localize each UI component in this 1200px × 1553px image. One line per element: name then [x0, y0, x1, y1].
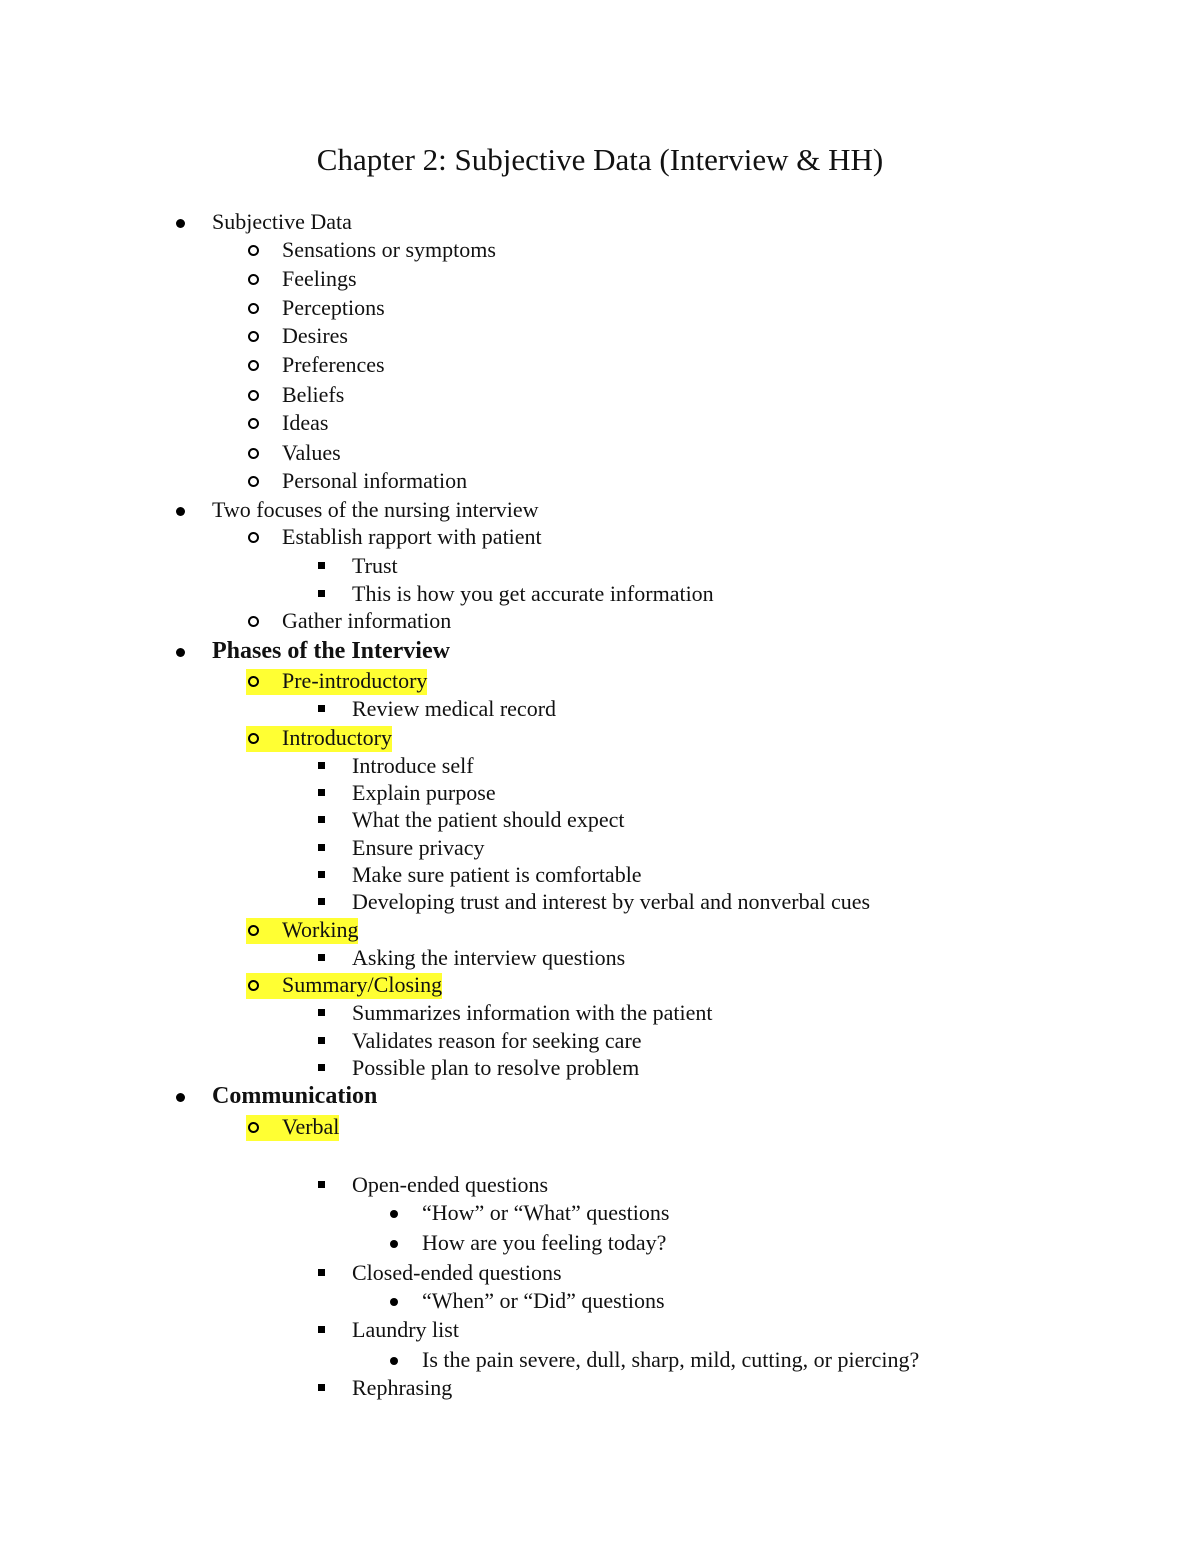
outline-item-text: Summarizes information with the patient	[352, 1000, 713, 1025]
outline-item-text: Possible plan to resolve problem	[352, 1055, 640, 1080]
outline-item-level-2	[282, 468, 467, 494]
outline-item-level-2	[282, 524, 542, 550]
outline-item-level-4	[422, 1347, 919, 1373]
bullet-icon	[248, 360, 259, 371]
bullet-icon	[248, 390, 259, 401]
outline-item-text: Asking the interview questions	[352, 945, 626, 970]
outline-item-text: Preferences	[282, 352, 385, 377]
outline-item-level-2	[282, 972, 442, 998]
outline-item-text: Rephrasing	[352, 1375, 453, 1400]
outline-item-text: Values	[282, 440, 341, 465]
outline-item-level-3	[352, 581, 714, 607]
bullet-icon	[318, 1037, 325, 1044]
bullet-icon	[318, 1384, 325, 1391]
outline-item-text: Beliefs	[282, 382, 345, 407]
bullet-icon	[390, 1210, 398, 1218]
outline-item-level-3	[352, 1317, 459, 1343]
outline-item-text: “When” or “Did” questions	[422, 1288, 665, 1313]
document-title: Chapter 2: Subjective Data (Interview & HH)	[316, 142, 884, 177]
outline-item-level-4	[422, 1288, 665, 1314]
outline-item-level-3	[352, 807, 624, 833]
outline-item-level-3	[352, 835, 485, 861]
outline-item-text: Is the pain severe, dull, sharp, mild, cutting, or piercing?	[422, 1347, 920, 1372]
outline-item-level-3	[352, 780, 496, 806]
bullet-icon	[176, 507, 185, 516]
outline-item-level-3	[352, 945, 625, 971]
outline-item-level-3	[352, 753, 474, 779]
outline-item-text: Make sure patient is comfortable	[352, 862, 642, 887]
outline-item-text: Working	[282, 917, 359, 942]
outline-item-text: Ensure privacy	[352, 835, 485, 860]
outline-item-level-2	[282, 608, 451, 634]
outline-item-text: Subjective Data	[212, 209, 352, 234]
bullet-icon	[318, 1181, 325, 1188]
bullet-icon	[176, 219, 185, 228]
outline-item-level-1	[212, 1083, 377, 1109]
outline-item-text: Desires	[282, 323, 348, 348]
outline-item-level-3	[352, 862, 642, 888]
outline-item-level-4	[422, 1200, 669, 1226]
bullet-icon	[318, 871, 325, 878]
outline-item-text: Personal information	[282, 468, 468, 493]
bullet-icon	[318, 954, 325, 961]
outline-item-level-3	[352, 1172, 548, 1198]
outline-item-text: Laundry list	[352, 1317, 459, 1342]
outline-item-level-3	[352, 1375, 452, 1401]
outline-item-level-2	[282, 352, 385, 378]
outline-item-level-2	[282, 668, 427, 694]
outline-item-text: Open-ended questions	[352, 1172, 549, 1197]
outline-item-level-3	[352, 553, 398, 579]
bullet-icon	[318, 1269, 325, 1276]
outline-item-level-3	[352, 696, 556, 722]
bullet-icon	[248, 1122, 259, 1133]
outline-item-level-2	[282, 323, 348, 349]
bullet-icon	[176, 648, 185, 657]
outline-item-text: Feelings	[282, 266, 357, 291]
outline-item-level-2	[282, 382, 344, 408]
bullet-icon	[176, 1093, 185, 1102]
outline-item-level-4	[422, 1230, 666, 1256]
outline-item-level-3	[352, 1000, 712, 1026]
bullet-icon	[248, 616, 259, 627]
outline-item-level-2	[282, 1114, 339, 1140]
bullet-icon	[318, 562, 325, 569]
outline-item-level-2	[282, 440, 341, 466]
outline-item-level-3	[352, 1260, 562, 1286]
bullet-icon	[248, 980, 259, 991]
bullet-icon	[248, 925, 259, 936]
outline-item-level-2	[282, 266, 357, 292]
outline-item-text: Sensations or symptoms	[282, 237, 496, 262]
outline-item-text: Validates reason for seeking care	[352, 1028, 642, 1053]
outline-item-level-3	[352, 1055, 639, 1081]
outline-item-text: Gather information	[282, 608, 452, 633]
outline-item-level-2	[282, 237, 496, 263]
outline-item-text: Perceptions	[282, 295, 385, 320]
outline-item-text: Summary/Closing	[282, 972, 443, 997]
outline-item-level-2	[282, 725, 392, 751]
outline-item-text: Two focuses of the nursing interview	[212, 497, 539, 522]
outline-item-text: Verbal	[282, 1114, 340, 1139]
outline-item-level-3	[352, 889, 870, 915]
outline-item-text: This is how you get accurate information	[352, 581, 714, 606]
outline-item-text: Developing trust and interest by verbal and nonverbal cues	[352, 889, 871, 914]
bullet-icon	[248, 418, 259, 429]
bullet-icon	[318, 1009, 325, 1016]
bullet-icon	[390, 1298, 398, 1306]
outline-item-text: Establish rapport with patient	[282, 524, 542, 549]
outline-item-level-2	[282, 917, 358, 943]
bullet-icon	[248, 303, 259, 314]
outline-item-text: Pre-introductory	[282, 668, 428, 693]
bullet-icon	[248, 733, 259, 744]
outline-item-level-3	[352, 1028, 642, 1054]
bullet-icon	[248, 331, 259, 342]
outline-item-level-2	[282, 410, 328, 436]
bullet-icon	[318, 844, 325, 851]
bullet-icon	[390, 1240, 398, 1248]
outline-item-text: What the patient should expect	[352, 807, 625, 832]
outline-item-level-1	[212, 209, 352, 235]
bullet-icon	[318, 762, 325, 769]
outline-item-text: Communication	[212, 1083, 378, 1109]
outline-item-text: Explain purpose	[352, 780, 496, 805]
outline-item-text: Closed-ended questions	[352, 1260, 562, 1285]
outline-item-text: How are you feeling today?	[422, 1230, 667, 1255]
bullet-icon	[318, 816, 325, 823]
outline-item-text: Introductory	[282, 725, 392, 750]
bullet-icon	[318, 590, 325, 597]
outline-item-text: Phases of the Interview	[212, 638, 450, 664]
bullet-icon	[318, 705, 325, 712]
bullet-icon	[318, 898, 325, 905]
bullet-icon	[248, 676, 259, 687]
bullet-icon	[248, 274, 259, 285]
outline-item-text: Introduce self	[352, 753, 474, 778]
bullet-icon	[318, 1326, 325, 1333]
outline-item-text: Review medical record	[352, 696, 557, 721]
bullet-icon	[318, 1064, 325, 1071]
outline-item-level-2	[282, 295, 385, 321]
bullet-icon	[248, 245, 259, 256]
bullet-icon	[248, 476, 259, 487]
outline-item-level-1	[212, 638, 450, 664]
outline-item-text: Trust	[352, 553, 398, 578]
bullet-icon	[248, 448, 259, 459]
outline-item-text: Ideas	[282, 410, 329, 435]
bullet-icon	[390, 1357, 398, 1365]
bullet-icon	[318, 789, 325, 796]
bullet-icon	[248, 532, 259, 543]
outline-item-level-1	[212, 497, 539, 523]
outline-item-text: “How” or “What” questions	[422, 1200, 670, 1225]
